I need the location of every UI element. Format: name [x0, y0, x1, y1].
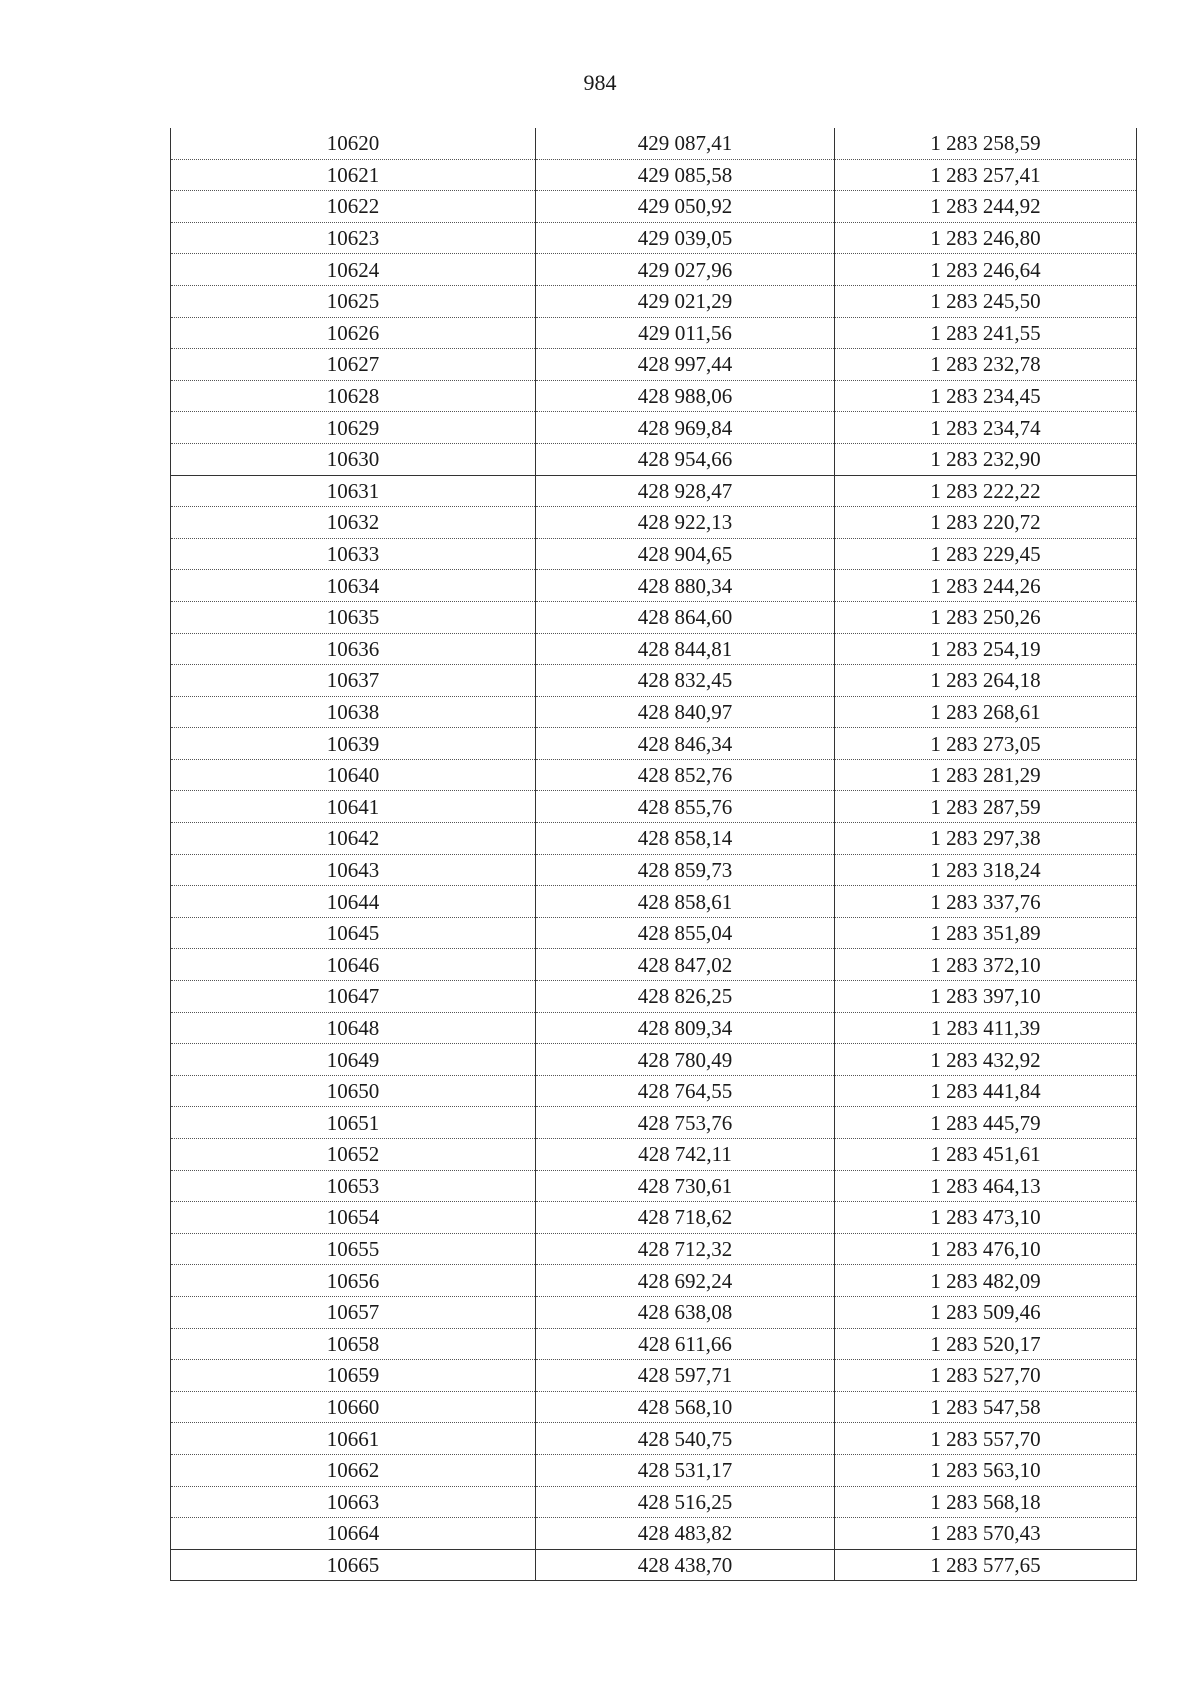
point-number-cell: 10624: [171, 254, 536, 286]
y-coordinate-cell: 1 283 476,10: [835, 1233, 1137, 1265]
y-coordinate-cell: 1 283 577,65: [835, 1549, 1137, 1581]
y-coordinate-cell: 1 283 473,10: [835, 1202, 1137, 1234]
x-coordinate-cell: 428 568,10: [536, 1391, 835, 1423]
table-row: [171, 823, 1137, 855]
point-number-cell: 10634: [171, 570, 536, 602]
table-row: [171, 1265, 1137, 1297]
y-coordinate-cell: 1 283 222,22: [835, 475, 1137, 507]
point-number-cell: 10644: [171, 886, 536, 918]
table-row: [171, 1107, 1137, 1139]
table-row: [171, 222, 1137, 254]
table-row: [171, 254, 1137, 286]
table-row: [171, 728, 1137, 760]
table-row: [171, 1233, 1137, 1265]
x-coordinate-cell: 428 969,84: [536, 412, 835, 444]
point-number-cell: 10626: [171, 317, 536, 349]
x-coordinate-cell: 428 988,06: [536, 380, 835, 412]
x-coordinate-cell: 428 858,14: [536, 823, 835, 855]
point-number-cell: 10636: [171, 633, 536, 665]
x-coordinate-cell: 428 864,60: [536, 601, 835, 633]
point-number-cell: 10645: [171, 917, 536, 949]
table-row: [171, 1486, 1137, 1518]
table-row: [171, 981, 1137, 1013]
table-row: [171, 886, 1137, 918]
y-coordinate-cell: 1 283 241,55: [835, 317, 1137, 349]
y-coordinate-cell: 1 283 254,19: [835, 633, 1137, 665]
table-row: [171, 285, 1137, 317]
x-coordinate-cell: 428 611,66: [536, 1328, 835, 1360]
point-number-cell: 10641: [171, 791, 536, 823]
page-number: 984: [583, 70, 617, 95]
y-coordinate-cell: 1 283 351,89: [835, 917, 1137, 949]
table-row: [171, 317, 1137, 349]
x-coordinate-cell: 428 880,34: [536, 570, 835, 602]
table-row: [171, 696, 1137, 728]
y-coordinate-cell: 1 283 441,84: [835, 1075, 1137, 1107]
x-coordinate-cell: 428 753,76: [536, 1107, 835, 1139]
table-row: [171, 791, 1137, 823]
x-coordinate-cell: 428 859,73: [536, 854, 835, 886]
table-row: [171, 1012, 1137, 1044]
y-coordinate-cell: 1 283 547,58: [835, 1391, 1137, 1423]
x-coordinate-cell: 428 858,61: [536, 886, 835, 918]
table-row: [171, 443, 1137, 475]
point-number-cell: 10629: [171, 412, 536, 444]
point-number-cell: 10662: [171, 1454, 536, 1486]
point-number-cell: 10627: [171, 349, 536, 381]
table-row: [171, 1518, 1137, 1550]
y-coordinate-cell: 1 283 273,05: [835, 728, 1137, 760]
y-coordinate-cell: 1 283 244,92: [835, 191, 1137, 223]
point-number-cell: 10630: [171, 443, 536, 475]
point-number-cell: 10656: [171, 1265, 536, 1297]
y-coordinate-cell: 1 283 232,78: [835, 349, 1137, 381]
x-coordinate-cell: 428 692,24: [536, 1265, 835, 1297]
y-coordinate-cell: 1 283 281,29: [835, 759, 1137, 791]
point-number-cell: 10660: [171, 1391, 536, 1423]
point-number-cell: 10623: [171, 222, 536, 254]
x-coordinate-cell: 428 904,65: [536, 538, 835, 570]
x-coordinate-cell: 429 011,56: [536, 317, 835, 349]
y-coordinate-cell: 1 283 234,45: [835, 380, 1137, 412]
x-coordinate-cell: 428 780,49: [536, 1044, 835, 1076]
y-coordinate-cell: 1 283 568,18: [835, 1486, 1137, 1518]
table-row: [171, 159, 1137, 191]
point-number-cell: 10661: [171, 1423, 536, 1455]
x-coordinate-cell: 428 847,02: [536, 949, 835, 981]
point-number-cell: 10655: [171, 1233, 536, 1265]
table-row: [171, 1549, 1137, 1581]
point-number-cell: 10643: [171, 854, 536, 886]
x-coordinate-cell: 428 855,76: [536, 791, 835, 823]
table-row: [171, 854, 1137, 886]
table-row: [171, 1391, 1137, 1423]
point-number-cell: 10659: [171, 1360, 536, 1392]
point-number-cell: 10663: [171, 1486, 536, 1518]
point-number-cell: 10639: [171, 728, 536, 760]
y-coordinate-cell: 1 283 509,46: [835, 1296, 1137, 1328]
point-number-cell: 10625: [171, 285, 536, 317]
x-coordinate-cell: 428 840,97: [536, 696, 835, 728]
table-row: [171, 633, 1137, 665]
x-coordinate-cell: 428 954,66: [536, 443, 835, 475]
x-coordinate-cell: 429 039,05: [536, 222, 835, 254]
point-number-cell: 10647: [171, 981, 536, 1013]
table-row: [171, 1296, 1137, 1328]
x-coordinate-cell: 428 832,45: [536, 665, 835, 697]
x-coordinate-cell: 428 852,76: [536, 759, 835, 791]
y-coordinate-cell: 1 283 220,72: [835, 507, 1137, 539]
y-coordinate-cell: 1 283 557,70: [835, 1423, 1137, 1455]
point-number-cell: 10628: [171, 380, 536, 412]
point-number-cell: 10622: [171, 191, 536, 223]
point-number-cell: 10658: [171, 1328, 536, 1360]
table-row: [171, 538, 1137, 570]
y-coordinate-cell: 1 283 527,70: [835, 1360, 1137, 1392]
point-number-cell: 10631: [171, 475, 536, 507]
table-row: [171, 475, 1137, 507]
y-coordinate-cell: 1 283 246,64: [835, 254, 1137, 286]
y-coordinate-cell: 1 283 287,59: [835, 791, 1137, 823]
y-coordinate-cell: 1 283 229,45: [835, 538, 1137, 570]
table-row: [171, 949, 1137, 981]
table-row: [171, 759, 1137, 791]
point-number-cell: 10665: [171, 1549, 536, 1581]
point-number-cell: 10657: [171, 1296, 536, 1328]
point-number-cell: 10652: [171, 1139, 536, 1171]
table-row: [171, 1202, 1137, 1234]
x-coordinate-cell: 428 438,70: [536, 1549, 835, 1581]
table-row: [171, 665, 1137, 697]
x-coordinate-cell: 428 922,13: [536, 507, 835, 539]
table-row: [171, 1139, 1137, 1171]
table-row: [171, 349, 1137, 381]
point-number-cell: 10621: [171, 159, 536, 191]
y-coordinate-cell: 1 283 337,76: [835, 886, 1137, 918]
point-number-cell: 10649: [171, 1044, 536, 1076]
y-coordinate-cell: 1 283 397,10: [835, 981, 1137, 1013]
y-coordinate-cell: 1 283 297,38: [835, 823, 1137, 855]
y-coordinate-cell: 1 283 268,61: [835, 696, 1137, 728]
table-row: [171, 1454, 1137, 1486]
x-coordinate-cell: 429 087,41: [536, 128, 835, 159]
table-row: [171, 570, 1137, 602]
table-row: [171, 601, 1137, 633]
y-coordinate-cell: 1 283 318,24: [835, 854, 1137, 886]
y-coordinate-cell: 1 283 245,50: [835, 285, 1137, 317]
point-number-cell: 10633: [171, 538, 536, 570]
point-number-cell: 10651: [171, 1107, 536, 1139]
x-coordinate-cell: 428 826,25: [536, 981, 835, 1013]
coordinates-table: [170, 128, 1137, 1581]
point-number-cell: 10653: [171, 1170, 536, 1202]
x-coordinate-cell: 428 730,61: [536, 1170, 835, 1202]
table-row: [171, 917, 1137, 949]
y-coordinate-cell: 1 283 563,10: [835, 1454, 1137, 1486]
table-row: [171, 1328, 1137, 1360]
y-coordinate-cell: 1 283 482,09: [835, 1265, 1137, 1297]
y-coordinate-cell: 1 283 445,79: [835, 1107, 1137, 1139]
table-row: [171, 128, 1137, 159]
point-number-cell: 10635: [171, 601, 536, 633]
table-row: [171, 380, 1137, 412]
x-coordinate-cell: 428 997,44: [536, 349, 835, 381]
point-number-cell: 10620: [171, 128, 536, 159]
x-coordinate-cell: 429 085,58: [536, 159, 835, 191]
y-coordinate-cell: 1 283 257,41: [835, 159, 1137, 191]
y-coordinate-cell: 1 283 250,26: [835, 601, 1137, 633]
point-number-cell: 10640: [171, 759, 536, 791]
x-coordinate-cell: 429 027,96: [536, 254, 835, 286]
x-coordinate-cell: 428 718,62: [536, 1202, 835, 1234]
y-coordinate-cell: 1 283 232,90: [835, 443, 1137, 475]
table-row: [171, 1044, 1137, 1076]
x-coordinate-cell: 428 712,32: [536, 1233, 835, 1265]
point-number-cell: 10637: [171, 665, 536, 697]
x-coordinate-cell: 428 846,34: [536, 728, 835, 760]
y-coordinate-cell: 1 283 372,10: [835, 949, 1137, 981]
y-coordinate-cell: 1 283 570,43: [835, 1518, 1137, 1550]
y-coordinate-cell: 1 283 411,39: [835, 1012, 1137, 1044]
x-coordinate-cell: 428 516,25: [536, 1486, 835, 1518]
y-coordinate-cell: 1 283 520,17: [835, 1328, 1137, 1360]
y-coordinate-cell: 1 283 432,92: [835, 1044, 1137, 1076]
y-coordinate-cell: 1 283 246,80: [835, 222, 1137, 254]
y-coordinate-cell: 1 283 464,13: [835, 1170, 1137, 1202]
point-number-cell: 10642: [171, 823, 536, 855]
point-number-cell: 10638: [171, 696, 536, 728]
x-coordinate-cell: 429 021,29: [536, 285, 835, 317]
table-row: [171, 1360, 1137, 1392]
y-coordinate-cell: 1 283 264,18: [835, 665, 1137, 697]
coordinates-table-body: [171, 128, 1137, 1581]
x-coordinate-cell: 428 844,81: [536, 633, 835, 665]
x-coordinate-cell: 428 764,55: [536, 1075, 835, 1107]
x-coordinate-cell: 428 597,71: [536, 1360, 835, 1392]
point-number-cell: 10664: [171, 1518, 536, 1550]
x-coordinate-cell: 428 809,34: [536, 1012, 835, 1044]
point-number-cell: 10650: [171, 1075, 536, 1107]
table-row: [171, 1423, 1137, 1455]
y-coordinate-cell: 1 283 258,59: [835, 128, 1137, 159]
x-coordinate-cell: 428 531,17: [536, 1454, 835, 1486]
y-coordinate-cell: 1 283 244,26: [835, 570, 1137, 602]
table-row: [171, 412, 1137, 444]
y-coordinate-cell: 1 283 234,74: [835, 412, 1137, 444]
x-coordinate-cell: 429 050,92: [536, 191, 835, 223]
x-coordinate-cell: 428 928,47: [536, 475, 835, 507]
point-number-cell: 10632: [171, 507, 536, 539]
x-coordinate-cell: 428 540,75: [536, 1423, 835, 1455]
y-coordinate-cell: 1 283 451,61: [835, 1139, 1137, 1171]
point-number-cell: 10648: [171, 1012, 536, 1044]
x-coordinate-cell: 428 855,04: [536, 917, 835, 949]
x-coordinate-cell: 428 483,82: [536, 1518, 835, 1550]
table-row: [171, 1075, 1137, 1107]
x-coordinate-cell: 428 638,08: [536, 1296, 835, 1328]
x-coordinate-cell: 428 742,11: [536, 1139, 835, 1171]
table-row: [171, 191, 1137, 223]
table-row: [171, 1170, 1137, 1202]
point-number-cell: 10654: [171, 1202, 536, 1234]
point-number-cell: 10646: [171, 949, 536, 981]
table-row: [171, 507, 1137, 539]
